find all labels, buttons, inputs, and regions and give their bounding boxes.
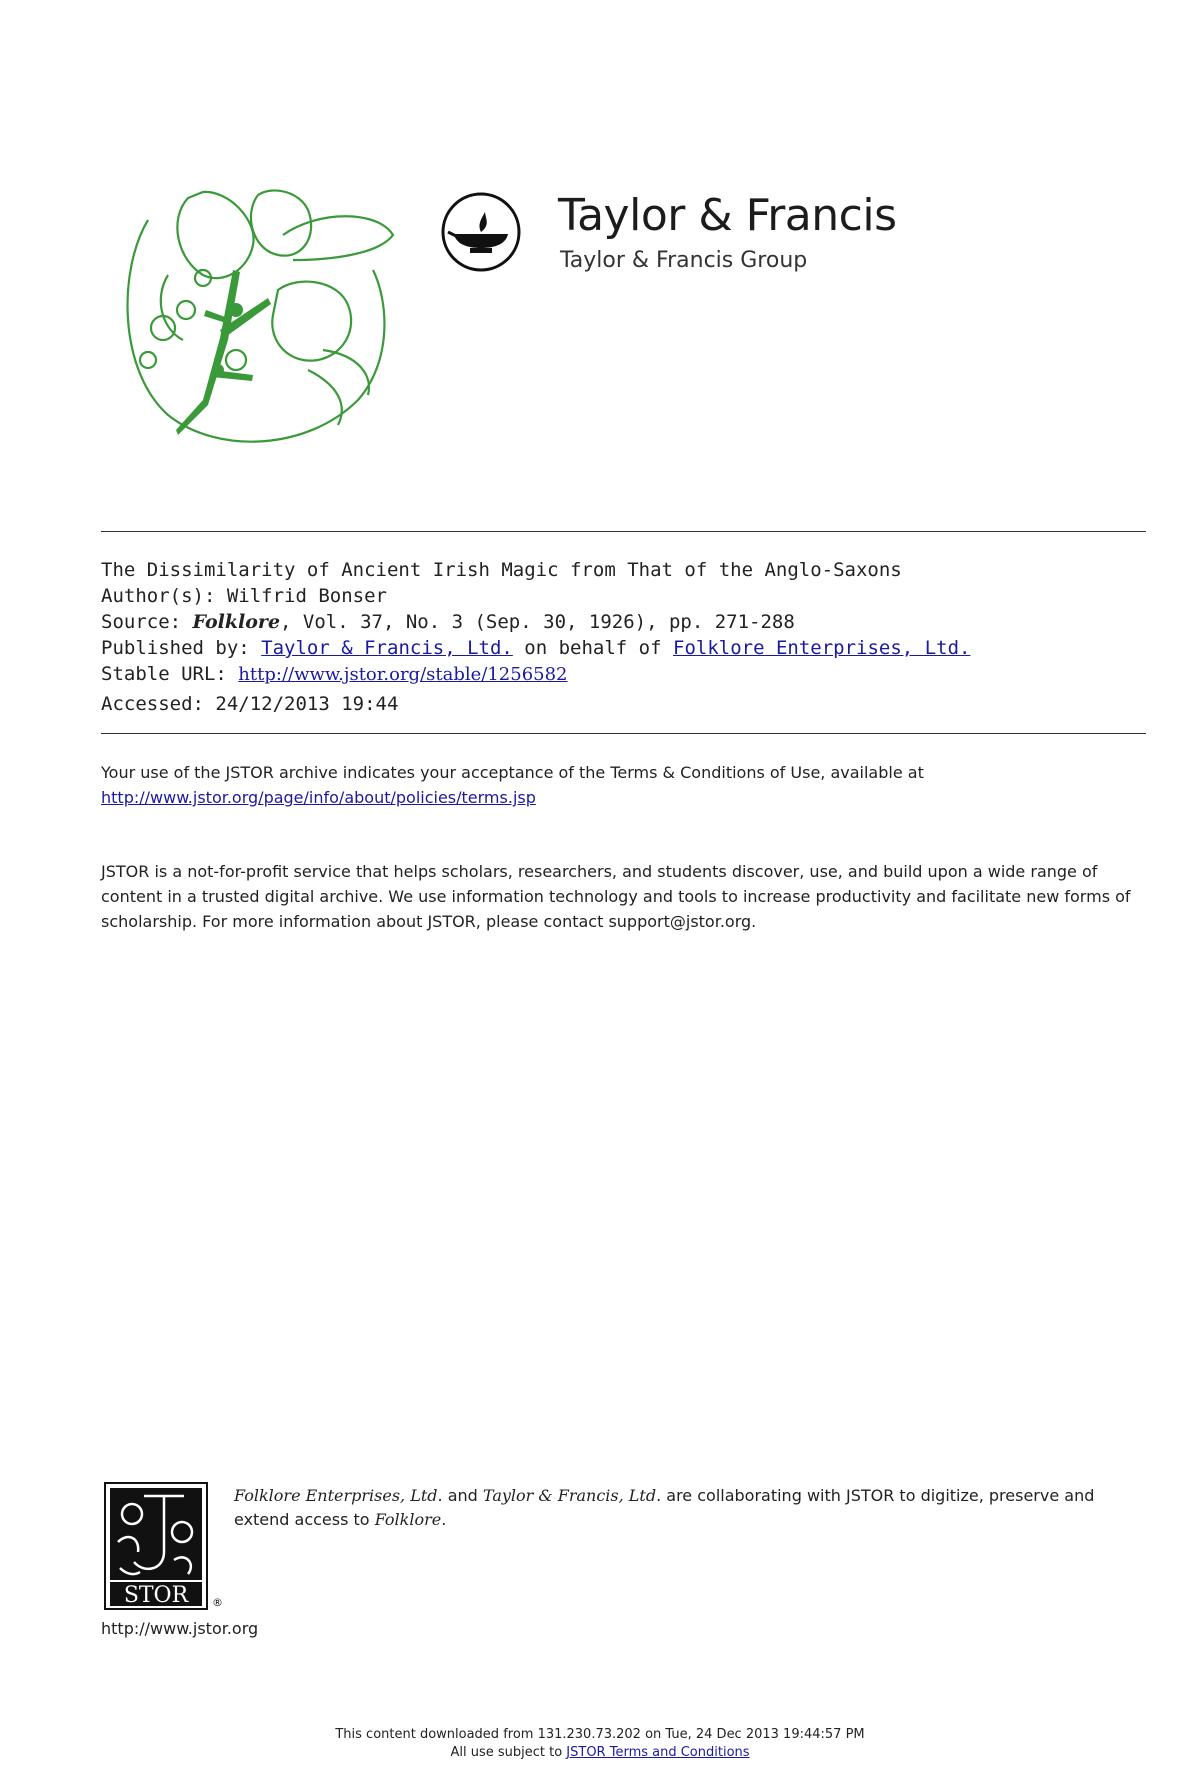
published-line: [101, 636, 970, 660]
jstor-logo: [104, 1482, 208, 1610]
publisher-group: Taylor & Francis Group: [560, 248, 808, 273]
article-title: The Dissimilarity of Ancient Irish Magic from That of the Anglo-Saxons: [101, 559, 902, 581]
terms-text: Your use of the JSTOR archive indicates your acceptance of the Terms & Conditions of Use, available at: [101, 763, 924, 782]
taylor-francis-lamp-logo: [440, 182, 522, 282]
collab-org1: Folklore Enterprises, Ltd.: [234, 1486, 443, 1505]
behalf-link[interactable]: Folklore Enterprises, Ltd.: [673, 637, 971, 659]
accessed-line: [101, 692, 398, 716]
footer-prefix: All use subject to: [450, 1745, 563, 1760]
author-name: Wilfrid Bonser: [226, 585, 387, 607]
stable-url-link[interactable]: http://www.jstor.org/stable/1256582: [238, 664, 568, 685]
download-footer: [0, 1726, 1200, 1762]
terms-paragraph: [101, 760, 1151, 810]
on-behalf-text: on behalf of: [524, 637, 662, 659]
accessed-date: 24/12/2013 19:44: [215, 693, 399, 715]
stable-url-label: Stable URL:: [101, 663, 227, 685]
bottom-divider: [101, 733, 1146, 734]
publisher-link[interactable]: Taylor & Francis, Ltd.: [261, 637, 513, 659]
about-jstor-paragraph: JSTOR is a not-for-profit service that helps scholars, researchers, and students discover, use, and build upon a wide range of content in a trusted digital archive. We use information technology and tools to increase productivity and facilitate new forms of scholarship. For more information about JSTOR, please contact support@jstor.org.: [101, 862, 1131, 931]
publisher-name: Taylor & Francis: [558, 190, 897, 241]
collab-text: are collaborating with JSTOR to digitize, preserve and extend access to: [234, 1486, 1095, 1529]
jstor-site-link[interactable]: http://www.jstor.org: [101, 1619, 259, 1638]
published-label: Published by:: [101, 637, 250, 659]
accessed-label: Accessed:: [101, 693, 204, 715]
footer-terms-link[interactable]: JSTOR Terms and Conditions: [566, 1745, 750, 1760]
registered-mark: ®: [212, 1596, 223, 1609]
journal-name: Folklore: [192, 611, 281, 633]
top-divider: [101, 531, 1146, 532]
source-label: Source:: [101, 611, 182, 633]
source-line: [101, 610, 795, 634]
folklore-logo: [108, 180, 408, 450]
author-label: Author(s):: [101, 585, 216, 607]
collab-journal: Folklore: [374, 1510, 442, 1529]
terms-link[interactable]: http://www.jstor.org/page/info/about/policies/terms.jsp: [101, 788, 536, 807]
stable-url-line: [101, 662, 568, 687]
footer-line2: [0, 1744, 1200, 1762]
collab-and: and: [447, 1486, 478, 1505]
collab-org2: Taylor & Francis, Ltd.: [482, 1486, 662, 1505]
footer-line1: This content downloaded from 131.230.73.202 on Tue, 24 Dec 2013 19:44:57 PM: [335, 1727, 865, 1742]
author-line: [101, 584, 387, 608]
jstor-logo-text: STOR: [123, 1583, 189, 1608]
collaboration-statement: [234, 1484, 1144, 1532]
source-details: , Vol. 37, No. 3 (Sep. 30, 1926), pp. 271-288: [280, 611, 795, 633]
collab-period: .: [441, 1510, 447, 1529]
